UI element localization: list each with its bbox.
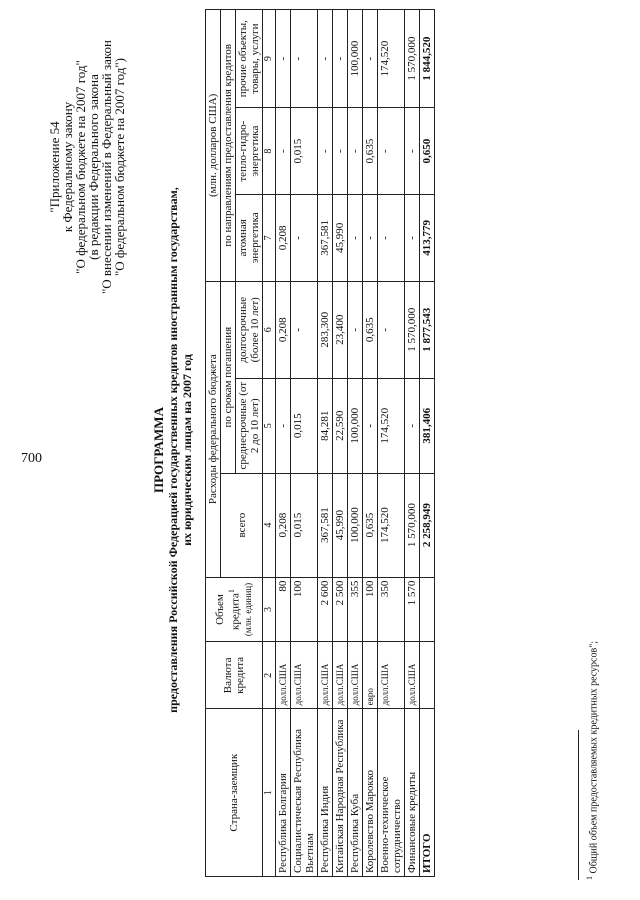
cell-country: Китайская Народная Республика bbox=[333, 709, 348, 877]
program-subtitle bbox=[167, 150, 194, 750]
cell-thermal: 0,015 bbox=[291, 108, 318, 195]
page-number: 700 bbox=[21, 451, 42, 466]
appendix-line: "Приложение 54 bbox=[47, 121, 62, 213]
cell-country: Республика Болгария bbox=[276, 709, 291, 877]
cell-total: 45,990 bbox=[333, 473, 348, 577]
cell-volume: 100 bbox=[291, 577, 318, 642]
totals-label: ИТОГО bbox=[420, 709, 435, 877]
cell-nuclear: - bbox=[348, 195, 363, 282]
cell-nuclear: 45,990 bbox=[333, 195, 348, 282]
footnote bbox=[585, 641, 599, 880]
totals-medium: 381,406 bbox=[420, 378, 435, 473]
header-by-terms: по срокам погашения bbox=[221, 281, 236, 473]
header-volume bbox=[206, 577, 263, 642]
header-thermal: тепло-гидро-энергетика bbox=[236, 108, 263, 195]
header-volume-unit: (млн. единиц) bbox=[242, 582, 253, 637]
cell-total: 367,581 bbox=[318, 473, 333, 577]
header-expenses-unit: (млн. долларов США) bbox=[206, 10, 221, 282]
cell-medium: 84,281 bbox=[318, 378, 333, 473]
cell-volume: 2 600 bbox=[318, 577, 333, 642]
cell-medium: - bbox=[363, 378, 378, 473]
appendix-line: (в редакции Федерального закона bbox=[86, 74, 101, 260]
cell-currency: долл.США bbox=[291, 642, 318, 709]
table-row bbox=[405, 10, 420, 877]
cell-volume: 350 bbox=[378, 577, 405, 642]
header-other: прочие объекты, товары, услуги bbox=[236, 10, 263, 108]
table-row bbox=[348, 10, 363, 877]
header-currency: Валюта кредита bbox=[206, 642, 263, 709]
cell-thermal: - bbox=[348, 108, 363, 195]
cell-medium: 100,000 bbox=[348, 378, 363, 473]
cell-volume: 355 bbox=[348, 577, 363, 642]
cell-currency: долл.США bbox=[348, 642, 363, 709]
totals-nuclear: 413,779 bbox=[420, 195, 435, 282]
cell-total: 174,520 bbox=[378, 473, 405, 577]
program-title: ПРОГРАММА bbox=[151, 407, 166, 493]
header-long-term: долгосрочные (более 10 лет) bbox=[236, 281, 263, 378]
column-number: 2 bbox=[263, 642, 276, 709]
column-number: 8 bbox=[263, 108, 276, 195]
cell-thermal: - bbox=[276, 108, 291, 195]
header-country: Страна-заемщик bbox=[206, 709, 263, 877]
cell-long: 0,208 bbox=[276, 281, 291, 378]
cell-medium: 174,520 bbox=[378, 378, 405, 473]
cell-thermal: - bbox=[405, 108, 420, 195]
cell-currency: долл.США bbox=[333, 642, 348, 709]
totals-thermal: 0,650 bbox=[420, 108, 435, 195]
cell-medium: - bbox=[276, 378, 291, 473]
totals-long: 1 877,543 bbox=[420, 281, 435, 378]
cell-other: 1 570,000 bbox=[405, 10, 420, 108]
cell-thermal: - bbox=[318, 108, 333, 195]
cell-currency: долл.США bbox=[405, 642, 420, 709]
cell-nuclear: - bbox=[363, 195, 378, 282]
cell-currency: долл.США bbox=[276, 642, 291, 709]
cell-long: 0,635 bbox=[363, 281, 378, 378]
cell-country: Республика Куба bbox=[348, 709, 363, 877]
cell-medium: 22,590 bbox=[333, 378, 348, 473]
footnote-marker: 1 bbox=[227, 589, 237, 594]
cell-nuclear: 0,208 bbox=[276, 195, 291, 282]
cell-other: - bbox=[333, 10, 348, 108]
table-row bbox=[363, 10, 378, 877]
cell-total: 0,635 bbox=[363, 473, 378, 577]
cell-other: 174,520 bbox=[378, 10, 405, 108]
cell-medium: 0,015 bbox=[291, 378, 318, 473]
totals-other: 1 844,520 bbox=[420, 10, 435, 108]
cell-country: Социалистическая Республика Вьетнам bbox=[291, 709, 318, 877]
table-row bbox=[276, 10, 291, 877]
program-subtitle-line: предоставления Российской Федерацией государственных кредитов иностранным государствам, bbox=[166, 187, 180, 713]
cell-volume: 1 570 bbox=[405, 577, 420, 642]
cell-nuclear: - bbox=[405, 195, 420, 282]
header-medium-term: среднесрочные (от 2 до 10 лет) bbox=[236, 378, 263, 473]
cell-medium: - bbox=[405, 378, 420, 473]
column-number: 7 bbox=[263, 195, 276, 282]
cell-currency: долл.США bbox=[318, 642, 333, 709]
cell-long: 1 570,000 bbox=[405, 281, 420, 378]
column-number: 5 bbox=[263, 378, 276, 473]
cell-currency: долл.США bbox=[378, 642, 405, 709]
column-number: 6 bbox=[263, 281, 276, 378]
empty-cell bbox=[420, 577, 435, 642]
cell-thermal: - bbox=[333, 108, 348, 195]
cell-country: Королевство Марокко bbox=[363, 709, 378, 877]
cell-other: - bbox=[318, 10, 333, 108]
appendix-line: "О федеральном бюджете на 2007 год" bbox=[73, 60, 88, 274]
column-numbers-row bbox=[263, 10, 276, 877]
table-row bbox=[333, 10, 348, 877]
appendix-line: к Федеральному закону bbox=[60, 101, 75, 233]
cell-thermal: - bbox=[378, 108, 405, 195]
cell-total: 100,000 bbox=[348, 473, 363, 577]
cell-volume: 2 500 bbox=[333, 577, 348, 642]
header-nuclear: атомная энергетика bbox=[236, 195, 263, 282]
cell-other: - bbox=[276, 10, 291, 108]
cell-volume: 100 bbox=[363, 577, 378, 642]
table-row bbox=[318, 10, 333, 877]
cell-country: Республика Индия bbox=[318, 709, 333, 877]
header-row-1 bbox=[206, 10, 221, 877]
empty-cell bbox=[420, 642, 435, 709]
cell-other: - bbox=[363, 10, 378, 108]
cell-thermal: 0,635 bbox=[363, 108, 378, 195]
header-expenses: Расходы федерального бюджета bbox=[206, 281, 221, 577]
header-by-directions: по направлениям предоставления кредитов bbox=[221, 10, 236, 282]
footnote-number: 1 bbox=[585, 876, 594, 880]
appendix-line: "О федеральном бюджете на 2007 год") bbox=[112, 58, 127, 277]
column-number: 4 bbox=[263, 473, 276, 577]
totals-row bbox=[420, 10, 435, 877]
cell-total: 0,015 bbox=[291, 473, 318, 577]
cell-long: 283,300 bbox=[318, 281, 333, 378]
cell-other: - bbox=[291, 10, 318, 108]
header-total: всего bbox=[221, 473, 263, 577]
cell-nuclear: - bbox=[378, 195, 405, 282]
cell-other: 100,000 bbox=[348, 10, 363, 108]
cell-nuclear: - bbox=[291, 195, 318, 282]
appendix-line: "О внесении изменений в Федеральный закон bbox=[99, 39, 114, 295]
cell-country: Военно-техническое сотрудничество bbox=[378, 709, 405, 877]
cell-total: 0,208 bbox=[276, 473, 291, 577]
cell-country: Финансовые кредиты bbox=[405, 709, 420, 877]
appendix-header bbox=[48, 22, 126, 312]
column-number: 3 bbox=[263, 577, 276, 642]
program-subtitle-line: их юридическим лицам на 2007 год bbox=[179, 354, 194, 546]
footnote-divider bbox=[578, 730, 579, 880]
table-row bbox=[378, 10, 405, 877]
credits-table bbox=[205, 9, 435, 877]
cell-long: - bbox=[291, 281, 318, 378]
table-row bbox=[291, 10, 318, 877]
header-volume-label: Объем кредита bbox=[214, 593, 242, 630]
footnote-text: Общий объем предоставляемых кредитных ресурсов"; bbox=[588, 640, 600, 874]
cell-long: 23,400 bbox=[333, 281, 348, 378]
column-number: 9 bbox=[263, 10, 276, 108]
cell-nuclear: 367,581 bbox=[318, 195, 333, 282]
cell-currency: евро bbox=[363, 642, 378, 709]
cell-volume: 80 bbox=[276, 577, 291, 642]
totals-total: 2 258,949 bbox=[420, 473, 435, 577]
column-number: 1 bbox=[263, 709, 276, 877]
cell-long: - bbox=[348, 281, 363, 378]
cell-total: 1 570,000 bbox=[405, 473, 420, 577]
cell-long: - bbox=[378, 281, 405, 378]
